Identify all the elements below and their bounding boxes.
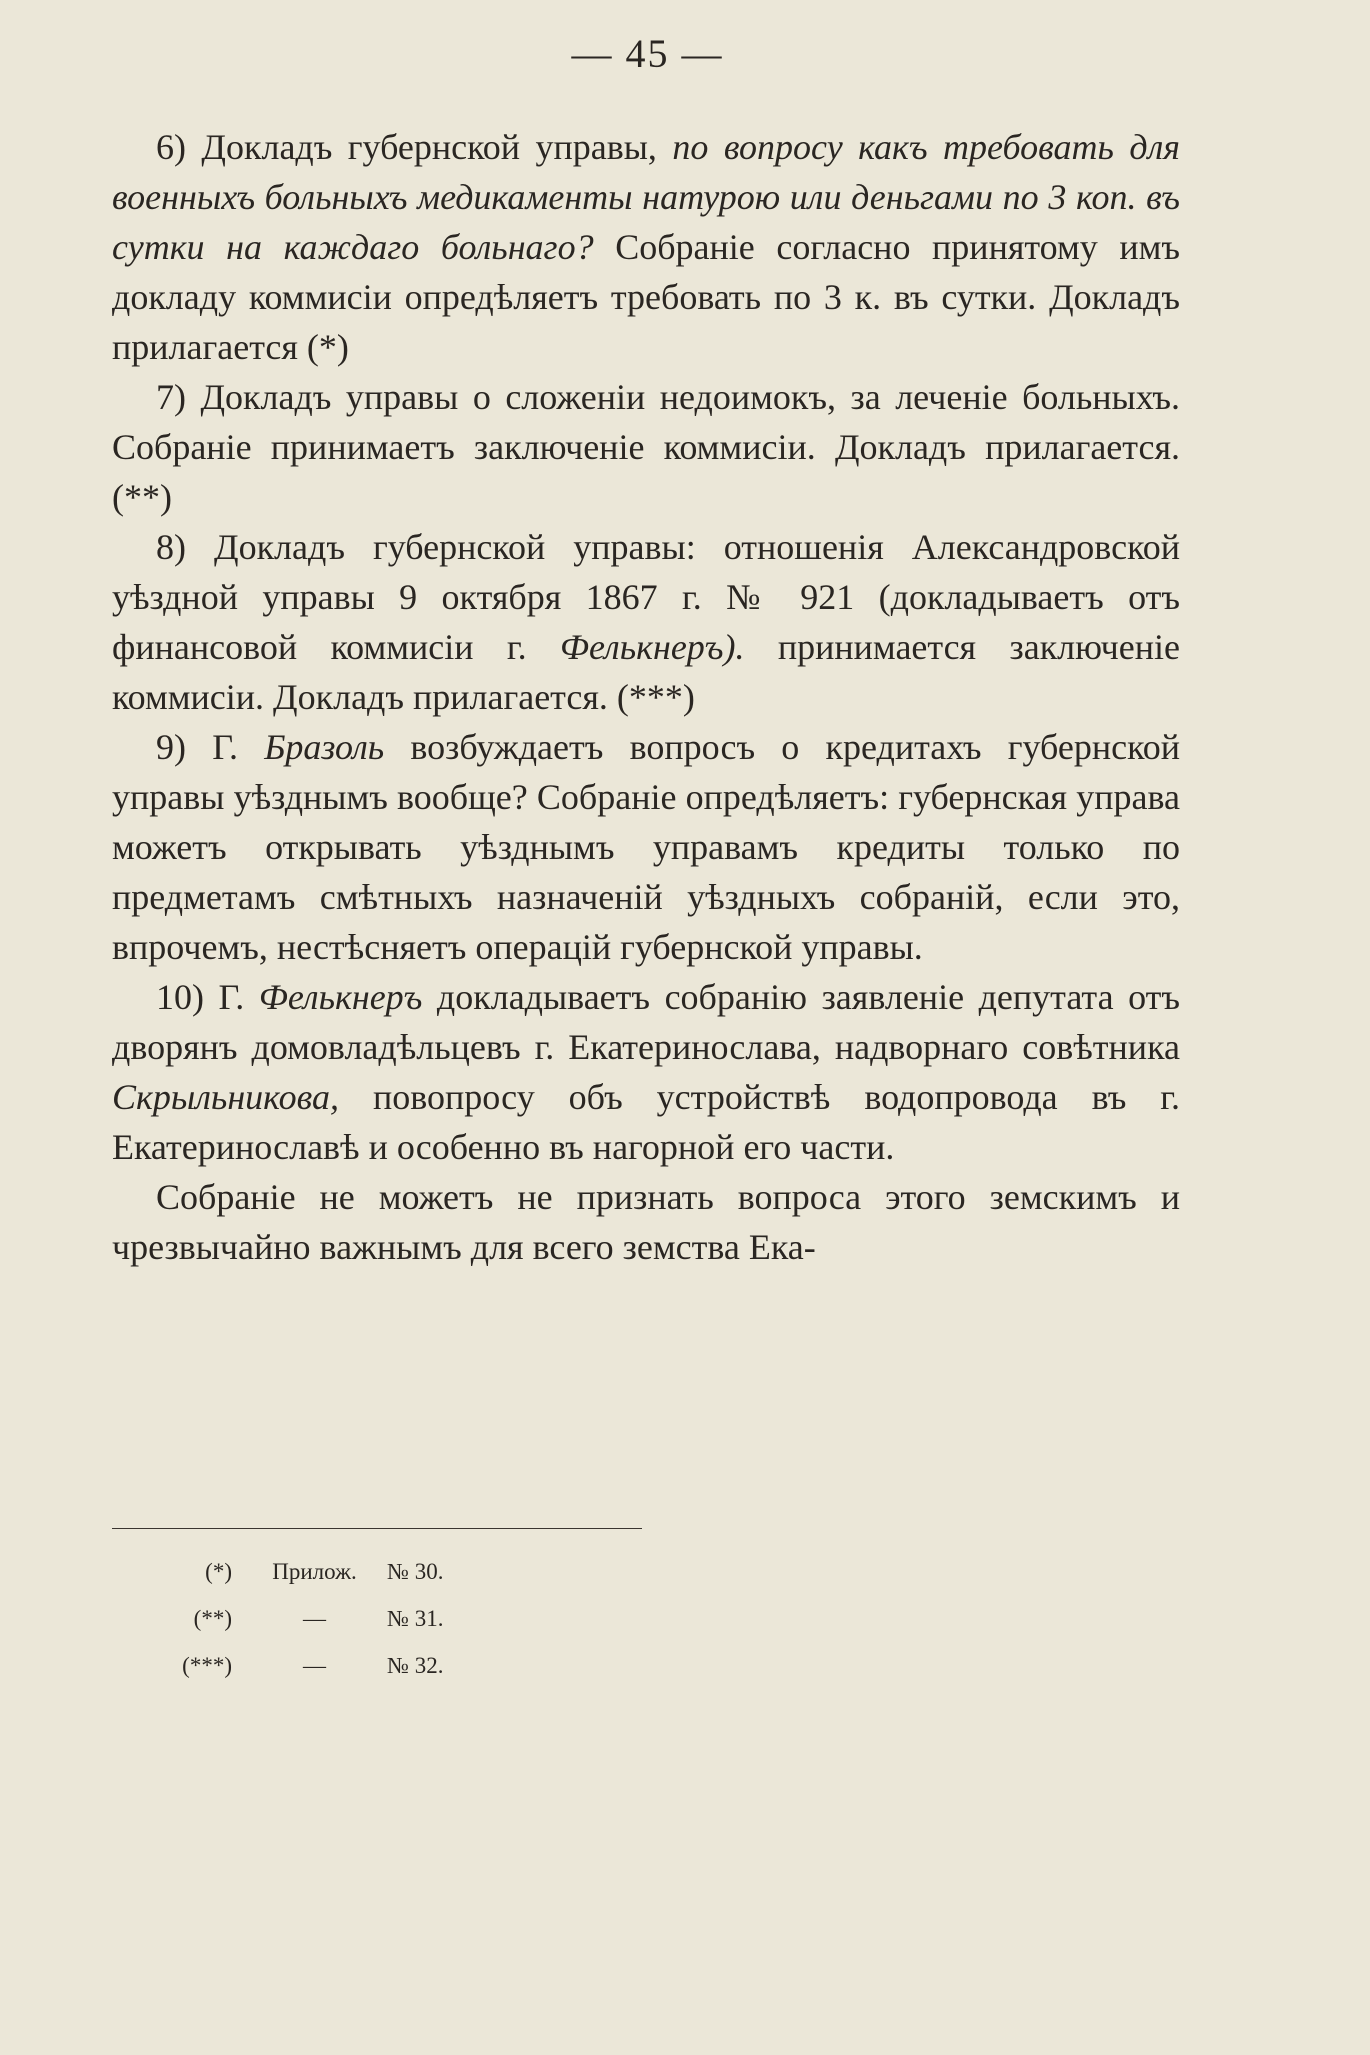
footnote-3: [160, 1642, 443, 1689]
text-run: возбуждаетъ вопросъ о кредитахъ губернской управы уѣзднымъ вообще? Собранiе опредѣляетъ: губернская управа можетъ открывать уѣзднымъ управамъ кредиты только по предметамъ смѣтныхъ назначенiй уѣздныхъ собранiй, если это, впрочемъ, нестѣсняетъ операцiй губернской управы.: [112, 727, 1180, 967]
paragraph-10: [112, 972, 1180, 1172]
footnote-divider: [112, 1528, 642, 1529]
footnote-ref: Прилож.: [272, 1559, 357, 1584]
text-run: повопросу объ устройствѣ водопровода въ г. Екатеринославѣ и особенно въ нагорной его части.: [112, 1077, 1180, 1167]
body-text: [112, 122, 1180, 1272]
italic-run: Бразоль: [264, 727, 385, 767]
paragraph-6: [112, 122, 1180, 372]
text-run: 8) Докладъ губернской управы: отношенiя Александровской уѣздной управы 9 октября 1867 г. № 921 (докладываетъ отъ финансовой коммисiи г.: [112, 527, 1180, 667]
paragraph-7: [112, 372, 1180, 522]
footnote-1: [160, 1548, 443, 1595]
italic-run: Фелькнеръ).: [560, 627, 745, 667]
footnote-mark: (*): [205, 1559, 232, 1584]
text-run: Собранiе не можетъ не признать вопроса этого земскимъ и чрезвычайно важнымъ для всего земства Ека-: [112, 1177, 1180, 1267]
text-run: Собранiе согласно принятому имъ докладу коммисiи опредѣляетъ требовать по 3 к. въ сутки. Докладъ прилагается (*): [112, 227, 1180, 367]
footnote-mark: (***): [182, 1653, 232, 1678]
text-run: докладываетъ собранiю заявленiе депутата отъ дворянъ домовладѣльцевъ г. Екатеринослава, надворнаго совѣтника: [112, 977, 1180, 1067]
footnote-number: № 32.: [387, 1653, 444, 1678]
footnote-number: № 30.: [387, 1559, 444, 1584]
footnote-2: [160, 1595, 443, 1642]
page-number: — 45 —: [571, 31, 724, 76]
paragraph-final: [112, 1172, 1180, 1272]
italic-run: по вопросу какъ требовать для военныхъ больныхъ медикаменты натурою или деньгами по 3 коп. въ сутки на каждаго больнаго?: [112, 127, 1180, 267]
italic-run: Скрыльникова,: [112, 1077, 340, 1117]
paragraph-8: [112, 522, 1180, 722]
footnote-ref: —: [303, 1606, 326, 1631]
footnote-ref: —: [303, 1653, 326, 1678]
text-run: принимается заключенiе коммисiи. Докладъ прилагается. (***): [112, 627, 1180, 717]
footnotes: [160, 1548, 443, 1689]
footnote-mark: (**): [193, 1606, 232, 1631]
italic-run: Фелькнеръ: [258, 977, 423, 1017]
text-run: 7) Докладъ управы о сложенiи недоимокъ, за леченiе больныхъ. Собранiе принимаетъ заключенiе коммисiи. Докладъ прилагается. (**): [112, 377, 1180, 517]
text-run: 6) Докладъ губернской управы,: [156, 127, 673, 167]
footnote-number: № 31.: [387, 1606, 444, 1631]
text-run: 10) Г.: [156, 977, 259, 1017]
paragraph-9: [112, 722, 1180, 972]
text-run: 9) Г.: [156, 727, 265, 767]
